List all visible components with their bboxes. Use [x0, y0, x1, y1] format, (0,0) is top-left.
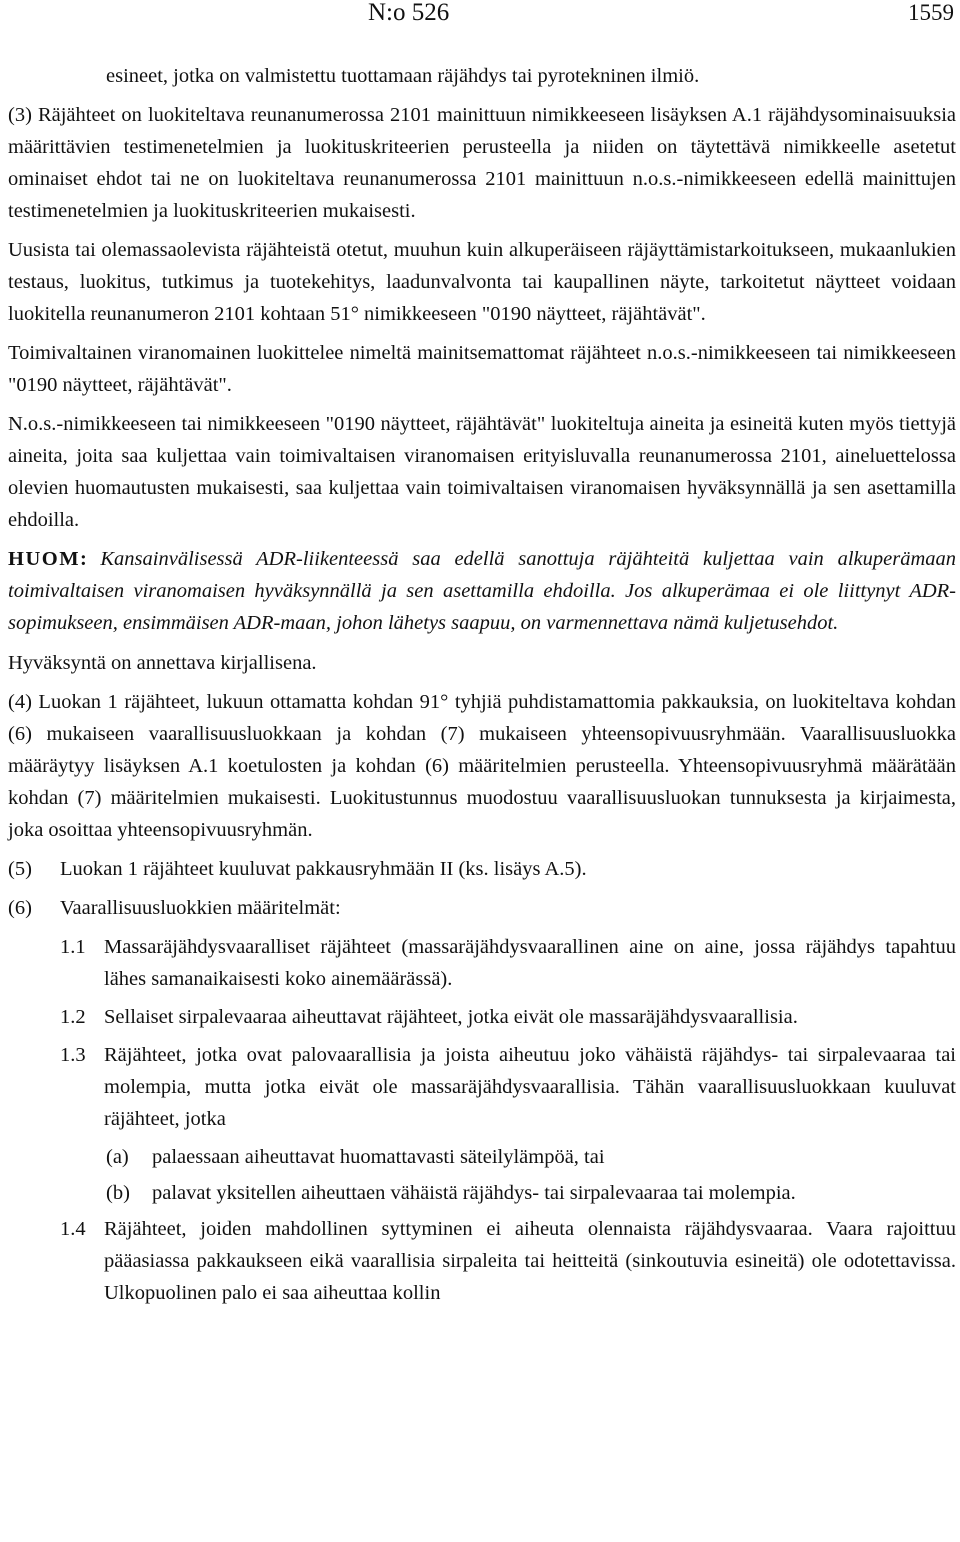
- definition-text: Räjähteet, joiden mahdollinen syttyminen ei aiheuta olennaista räjähdysvaaraa. Vaara rajoittuu pääasiassa pakkaukseen eikä vaarallisia sirpaleita tai heitteitä (sinkoutuvia esineitä) ole odotettavissa. Ulkopuolinen palo ei saa aiheuttaa kollin: [104, 1218, 956, 1304]
- definition-item: [8, 1001, 956, 1033]
- sub-item-text: palaessaan aiheuttavat huomattavasti säteilylämpöä, tai: [152, 1146, 605, 1168]
- sub-item: [8, 1141, 956, 1173]
- sub-item-label: (b): [106, 1182, 130, 1204]
- definition-item: [8, 931, 956, 995]
- paragraph: Uusista tai olemassaolevista räjähteistä otetut, muuhun kuin alkuperäiseen räjäyttämistarkoitukseen, mukaanlukien testaus, luokitus, tutkimus ja tuotekehitys, laadunvalvonta tai kaupallinen näyte, tarkoitetut näytteet voidaan luokitella reunanumeron 2101 kohtaan 51° nimikkeeseen "0190 näytteet, räjähtävät".: [8, 239, 956, 325]
- paragraph: esineet, jotka on valmistettu tuottamaan räjähdys tai pyrotekninen ilmiö.: [106, 65, 700, 87]
- note-text: Kansainvälisessä ADR-liikenteessä saa edellä sanottuja räjähteitä kuljettaa vain alkuperämaan toimivaltaisen viranomaisen hyväksynnällä ja sen asettamilla ehdoilla. Jos alkuperämaa ei ole liittynyt ADR-sopimukseen, ensimmäisen ADR-maan, johon lähetys saapuu, on varmennettava nämä kuljetusehdot.: [8, 548, 956, 634]
- note: [8, 543, 956, 639]
- numbered-paragraph: [8, 892, 956, 924]
- document-body: [8, 60, 956, 1315]
- page-header: [0, 0, 960, 32]
- definition-number: 1.3: [60, 1044, 86, 1066]
- paragraph-text: Luokan 1 räjähteet kuuluvat pakkausryhmään II (ks. lisäys A.5).: [60, 858, 587, 880]
- definition-number: 1.2: [60, 1006, 86, 1028]
- paragraph: Toimivaltainen viranomainen luokittelee nimeltä mainitsemattomat räjähteet n.o.s.-nimikkeeseen tai nimikkeeseen "0190 näytteet, räjähtävät".: [8, 342, 956, 396]
- definition-item: [8, 1039, 956, 1135]
- paragraph: (3) Räjähteet on luokiteltava reunanumerossa 2101 mainittuun nimikkeeseen lisäyksen A.1 räjähdysominaisuuksia määrittävien testimenetelmien ja luokituskriteerien perusteella ja niiden on täytettävä nimikkeelle asetetut ominaiset ehdot tai ne on luokiteltava reunanumerossa 2101 mainittuun n.o.s.-nimikkeeseen edellä mainittujen testimenetelmien ja luokituskriteerien mukaisesti.: [8, 104, 956, 222]
- paragraph: N.o.s.-nimikkeeseen tai nimikkeeseen "0190 näytteet, räjähtävät" luokiteltuja aineita ja esineitä kuten myös tiettyjä aineita, joita saa kuljettaa vain toimivaltaisen viranomaisen erityisluvalla reunanumerossa 2101, aineluettelossa olevien huomautusten mukaisesti, saa kuljettaa vain toimivaltaisen viranomaisen hyväksynnällä ja sen asettamilla ehdoilla.: [8, 413, 956, 531]
- definition-text: Massaräjähdysvaaralliset räjähteet (massaräjähdysvaarallinen aine on aine, jossa räjähdys tapahtuu lähes samanaikaisesti koko ainemäärässä).: [104, 936, 956, 990]
- page-number: 1559: [908, 0, 954, 25]
- sub-item-text: palavat yksitellen aiheuttaen vähäistä räjähdys- tai sirpalevaaraa tai molempia.: [152, 1182, 796, 1204]
- note-label: HUOM:: [8, 548, 89, 570]
- definition-text: Räjähteet, jotka ovat palovaarallisia ja joista aiheutuu joko vähäistä räjähdys- tai sirpalevaaraa tai molempia, mutta jotka eivät ole massaräjähdysvaarallisia. Tähän vaarallisuusluokkaan kuuluvat räjähteet, jotka: [104, 1044, 956, 1130]
- paragraph: Hyväksyntä on annettava kirjallisena.: [8, 652, 317, 674]
- definition-text: Sellaiset sirpalevaaraa aiheuttavat räjähteet, jotka eivät ole massaräjähdysvaarallisia.: [104, 1006, 798, 1028]
- definition-number: 1.1: [60, 936, 86, 958]
- paragraph-number: (5): [8, 858, 32, 880]
- sub-item: [8, 1177, 956, 1209]
- sub-item-label: (a): [106, 1146, 129, 1168]
- paragraph-text: Vaarallisuusluokkien määritelmät:: [60, 897, 341, 919]
- definition-item: [8, 1213, 956, 1309]
- definition-number: 1.4: [60, 1218, 86, 1240]
- numbered-paragraph: [8, 853, 956, 885]
- paragraph-number: (6): [8, 897, 32, 919]
- paragraph: (4) Luokan 1 räjähteet, lukuun ottamatta kohdan 91° tyhjiä puhdistamattomia pakkauksia, on luokiteltava kohdan (6) mukaiseen vaarallisuusluokkaan ja kohdan (7) mukaiseen yhteensopivuusryhmään. Vaarallisuusluokka määräytyy lisäyksen A.1 koetulosten ja kohdan (6) määritelmien perusteella. Yhteensopivuusryhmä määrätään kohdan (7) määritelmien mukaisesti. Luokitustunnus muodostuu vaarallisuusluokan tunnuksesta ja kirjaimesta, joka osoittaa yhteensopivuusryhmän.: [8, 691, 956, 841]
- statute-number: N:o 526: [368, 0, 450, 26]
